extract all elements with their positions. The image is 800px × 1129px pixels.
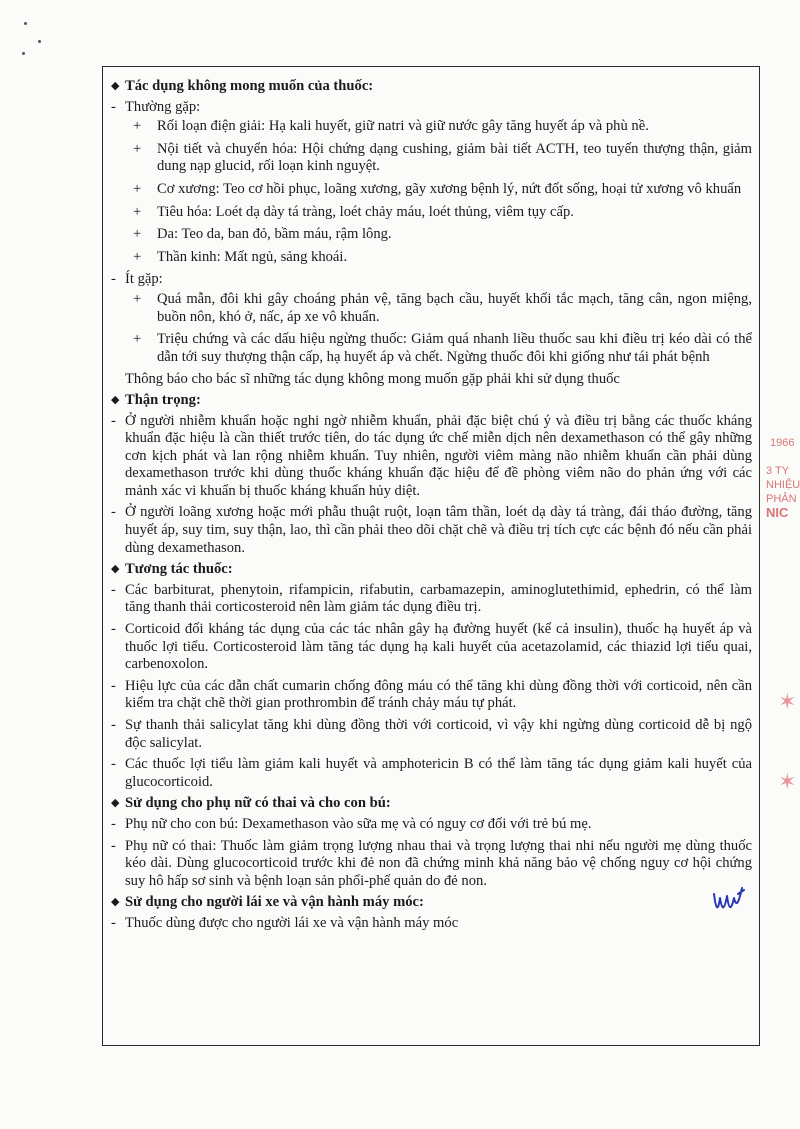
list-item: - Các barbiturat, phenytoin, rifampicin, rifabutin, carbamazepin, aminoglutethimid, ephedrin, có thể làm tăng thanh thải corticosteroid nên làm giảm tác dụng điều trị. <box>111 581 752 616</box>
advisory-note: Thông báo cho bác sĩ những tác dụng không mong muốn gặp phải khi sử dụng thuốc <box>125 371 620 388</box>
stamp-edge-mark: ✶ <box>778 690 797 715</box>
sub-heading: - Thường gặp: <box>111 98 201 115</box>
plus-marker: + <box>133 331 142 348</box>
dash-marker: - <box>111 914 116 931</box>
stamp-text: NIC <box>766 505 789 520</box>
stamp-text: PHẢN <box>766 493 797 505</box>
scan-speck <box>24 22 27 25</box>
diamond-bullet-icon: ◆ <box>111 563 120 576</box>
section-heading: ◆ Thận trọng: <box>111 391 201 408</box>
content-frame <box>102 66 760 1046</box>
scan-speck <box>38 40 41 43</box>
signature-icon <box>708 880 750 920</box>
plus-marker: + <box>133 118 142 135</box>
plus-marker: + <box>133 226 142 243</box>
diamond-bullet-icon: ◆ <box>111 797 120 810</box>
dash-marker: - <box>111 98 116 115</box>
list-item: + Triệu chứng và các dấu hiệu ngừng thuốc: Giảm quá nhanh liều thuốc sau khi điều trị kéo dài có thể dẫn tới suy thượng thận cấp, hạ huyết áp và chết. Ngừng thuốc đôi khi giống như tái phát bệnh <box>133 331 752 365</box>
dash-marker: - <box>111 271 116 288</box>
list-item: + Rối loạn điện giải: Hạ kali huyết, giữ natri và giữ nước gây tăng huyết áp và phù nề. <box>133 118 649 135</box>
stamp-edge-mark: ✶ <box>778 770 797 795</box>
section-heading: ◆ Sử dụng cho người lái xe và vận hành máy móc: <box>111 894 424 911</box>
list-item: + Tiêu hóa: Loét dạ dày tá tràng, loét chảy máu, loét thủng, viêm tụy cấp. <box>133 203 574 220</box>
list-item: - Ở người loãng xương hoặc mới phẫu thuật ruột, loạn tâm thần, loét dạ dày tá tràng, đái tháo đường, tăng huyết áp, suy tim, suy thận, lao, thì cần phải theo dõi chặt chẽ và điều trị tích cực các bệnh đó nếu cần phải dùng dexamethason. <box>111 504 752 556</box>
list-item: + Quá mẫn, đôi khi gây choáng phản vệ, tăng bạch cầu, huyết khối tắc mạch, tăng cân, ngon miệng, buồn nôn, khó ở, nấc, áp xe vô khuẩn. <box>133 290 752 325</box>
scan-speck <box>22 52 25 55</box>
list-item: - Thuốc dùng được cho người lái xe và vận hành máy móc <box>111 914 459 931</box>
plus-marker: + <box>133 203 142 220</box>
plus-marker: + <box>133 180 142 197</box>
diamond-bullet-icon: ◆ <box>111 896 120 909</box>
list-item: - Sự thanh thải salicylat tăng khi dùng đồng thời với corticoid, vì vậy khi ngừng dùng corticoid dễ bị ngộ độc salicylat. <box>111 717 752 751</box>
dash-marker: - <box>111 815 116 832</box>
section-heading: ◆ Tác dụng không mong muốn của thuốc: <box>111 78 374 94</box>
list-item: + Thần kinh: Mất ngủ, sảng khoái. <box>133 248 348 265</box>
diamond-bullet-icon: ◆ <box>111 393 120 406</box>
stamp-text: NHIỆU <box>766 479 800 491</box>
list-item: - Phụ nữ có thai: Thuốc làm giảm trọng lượng nhau thai và trọng lượng thai nhi nếu người mẹ dùng thuốc kéo dài. Dùng glucocorticoid trước khi đẻ non đã chứng minh khả năng bảo vệ chống nguy cơ hội chứng suy hô hấp sơ sinh và bệnh loạn sản phổi-phế quản do đẻ non. <box>111 837 752 889</box>
list-item: - Các thuốc lợi tiểu làm giảm kali huyết và amphotericin B có thể làm tăng tác dụng giảm kali huyết của glucocorticoid. <box>111 756 752 790</box>
company-stamp-fragment <box>766 436 800 576</box>
list-item: - Corticoid đối kháng tác dụng của các tác nhân gây hạ đường huyết (kể cả insulin), thuốc hạ huyết áp và thuốc lợi tiểu. Corticosteroid làm tăng tác dụng hạ kali huyết của acetazolamid, các thiazid lợi tiểu quai, carbenoxolon. <box>111 621 752 673</box>
dash-marker: - <box>111 717 116 733</box>
plus-marker: + <box>133 140 142 157</box>
diamond-bullet-icon: ◆ <box>111 80 120 92</box>
dash-marker: - <box>111 581 116 598</box>
list-item: + Cơ xương: Teo cơ hồi phục, loãng xương, gãy xương bệnh lý, nứt đốt sống, hoại tử xương vô khuẩn <box>133 180 742 197</box>
plus-marker: + <box>133 290 142 307</box>
dash-marker: - <box>111 504 116 521</box>
section-heading: ◆ Sử dụng cho phụ nữ có thai và cho con bú: <box>111 795 391 812</box>
list-item: + Da: Teo da, ban đỏ, bầm máu, rậm lông. <box>133 226 392 243</box>
list-item: + Nội tiết và chuyển hóa: Hội chứng dạng cushing, giảm bài tiết ACTH, teo tuyến thượng thận, giảm dung nạp glucid, rối loạn kinh nguyệt. <box>133 140 752 175</box>
dash-marker: - <box>111 412 116 429</box>
stamp-text: 3 TY <box>766 465 790 477</box>
list-item: - Phụ nữ cho con bú: Dexamethason vào sữa mẹ và có nguy cơ đối với trẻ bú mẹ. <box>111 815 592 832</box>
list-item: - Ở người nhiễm khuẩn hoặc nghi ngờ nhiễm khuẩn, phải đặc biệt chú ý và điều trị bằng các thuốc kháng khuẩn đặc hiệu là cần thiết trước tiên, do tác dụng ức chế miễn dịch nên dexamethason có thể gây những cơn kịch phát và lan rộng nhiễm khuẩn. Tuy nhiên, người viêm màng não nhiễm khuẩn cần phải dùng dexamethason trước khi dùng thuốc kháng khuẩn đặc hiệu để đề phòng viêm não do phản ứng với các mảnh xác vi khuẩn bị thuốc kháng khuẩn hủy diệt. <box>111 412 752 499</box>
dash-marker: - <box>111 837 116 854</box>
stamp-text: 1966 <box>770 437 795 449</box>
dash-marker: - <box>111 677 116 694</box>
dash-marker: - <box>111 621 116 638</box>
plus-marker: + <box>133 248 142 265</box>
dash-marker: - <box>111 756 116 773</box>
section-heading: ◆ Tương tác thuốc: <box>111 561 233 578</box>
list-item: - Hiệu lực của các dẫn chất cumarin chống đông máu có thể tăng khi dùng đồng thời với corticoid, nên cần kiểm tra chặt chẽ thời gian prothrombin để tránh chảy máu tự phát. <box>111 677 752 712</box>
sub-heading: - Ít gặp: <box>111 271 163 288</box>
